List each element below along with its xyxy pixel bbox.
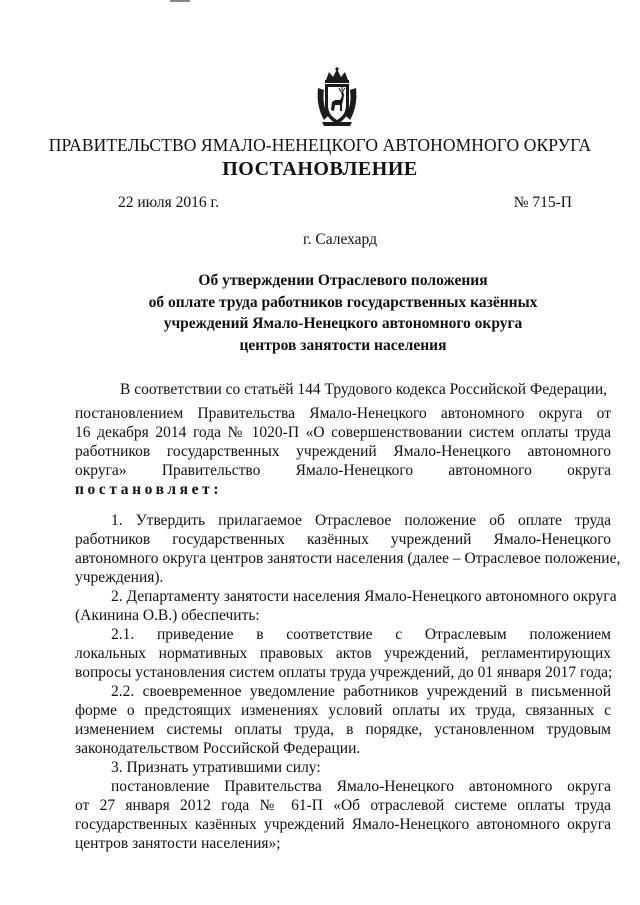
subject-line: об оплате труда работников государственных казённых [148, 293, 538, 311]
body-line: работников государственных казённых учреждений Ямало-Ненецкого [75, 531, 611, 548]
document-number: № 715-П [513, 194, 572, 211]
body-line: государственных казённых учреждений Ямало-Ненецкого автономного округа [75, 816, 611, 833]
body-line: 3. Признать утратившими силу: [111, 759, 321, 776]
document-type-heading: ПОСТАНОВЛЕНИЕ [222, 158, 418, 180]
subject-line: учреждений Ямало-Ненецкого автономного округа [163, 315, 523, 332]
body-line: автономного округа центров занятости населения (далее – Отраслевое положение, [75, 550, 621, 567]
subject-line: центров занятости населения [239, 336, 447, 354]
scan-mark [170, 0, 190, 2]
document-city: г. Салехард [303, 231, 377, 248]
body-line: 16 декабря 2014 года № 1020-П «О совершенствовании систем оплаты труда [75, 424, 611, 441]
body-line: изменением системы оплаты труда, в порядке, установленном трудовым [75, 721, 611, 738]
document-date: 22 июля 2016 г. [118, 194, 219, 211]
body-line: центров занятости населения»; [75, 835, 281, 852]
coat-of-arms-emblem [314, 66, 360, 128]
body-line: вопросы установления систем оплаты труда учреждений, до 01 января 2017 года; [75, 664, 613, 681]
body-line: 2.2. своевременное уведомление работников учреждений в письменной [111, 683, 611, 700]
body-line: В соответствии со статьёй 144 Трудового кодекса Российской Федерации, [120, 381, 608, 398]
body-line: 1. Утвердить прилагаемое Отраслевое положение об оплате труда [111, 512, 611, 529]
body-line: 2.1. приведение в соответствие с Отраслевым положением [111, 626, 611, 643]
body-line: законодательством Российской Федерации. [75, 740, 361, 757]
body-line: постановление Правительства Ямало-Ненецкого автономного округа [111, 778, 611, 795]
body-line: форме о предстоящих изменениях условий оплаты их труда, связанных с [75, 702, 611, 719]
document-subject [0, 270, 640, 356]
body-line: работников государственных учреждений Ямало-Ненецкого автономного [75, 443, 611, 460]
government-title: ПРАВИТЕЛЬСТВО ЯМАЛО-НЕНЕЦКОГО АВТОНОМНОГО ОКРУГА [48, 135, 592, 155]
subject-line: Об утверждении Отраслевого положения [198, 272, 488, 289]
body-line: (Акинина О.В.) обеспечить: [75, 607, 260, 624]
body-line: постановлением Правительства Ямало-Ненецкого автономного округа от [75, 405, 611, 422]
body-line: учреждения). [75, 569, 164, 586]
body-line: округа» Правительство Ямало-Ненецкого автономного округа [75, 462, 611, 479]
body-line-decree: постановляет: [75, 481, 223, 498]
body-line: локальных нормативных правовых актов учреждений, регламентирующих [75, 645, 611, 662]
body-line: от 27 января 2012 года № 61-П «Об отраслевой системе оплаты труда [75, 797, 611, 814]
body-line: 2. Департаменту занятости населения Ямало-Ненецкого автономного округа [111, 588, 617, 605]
